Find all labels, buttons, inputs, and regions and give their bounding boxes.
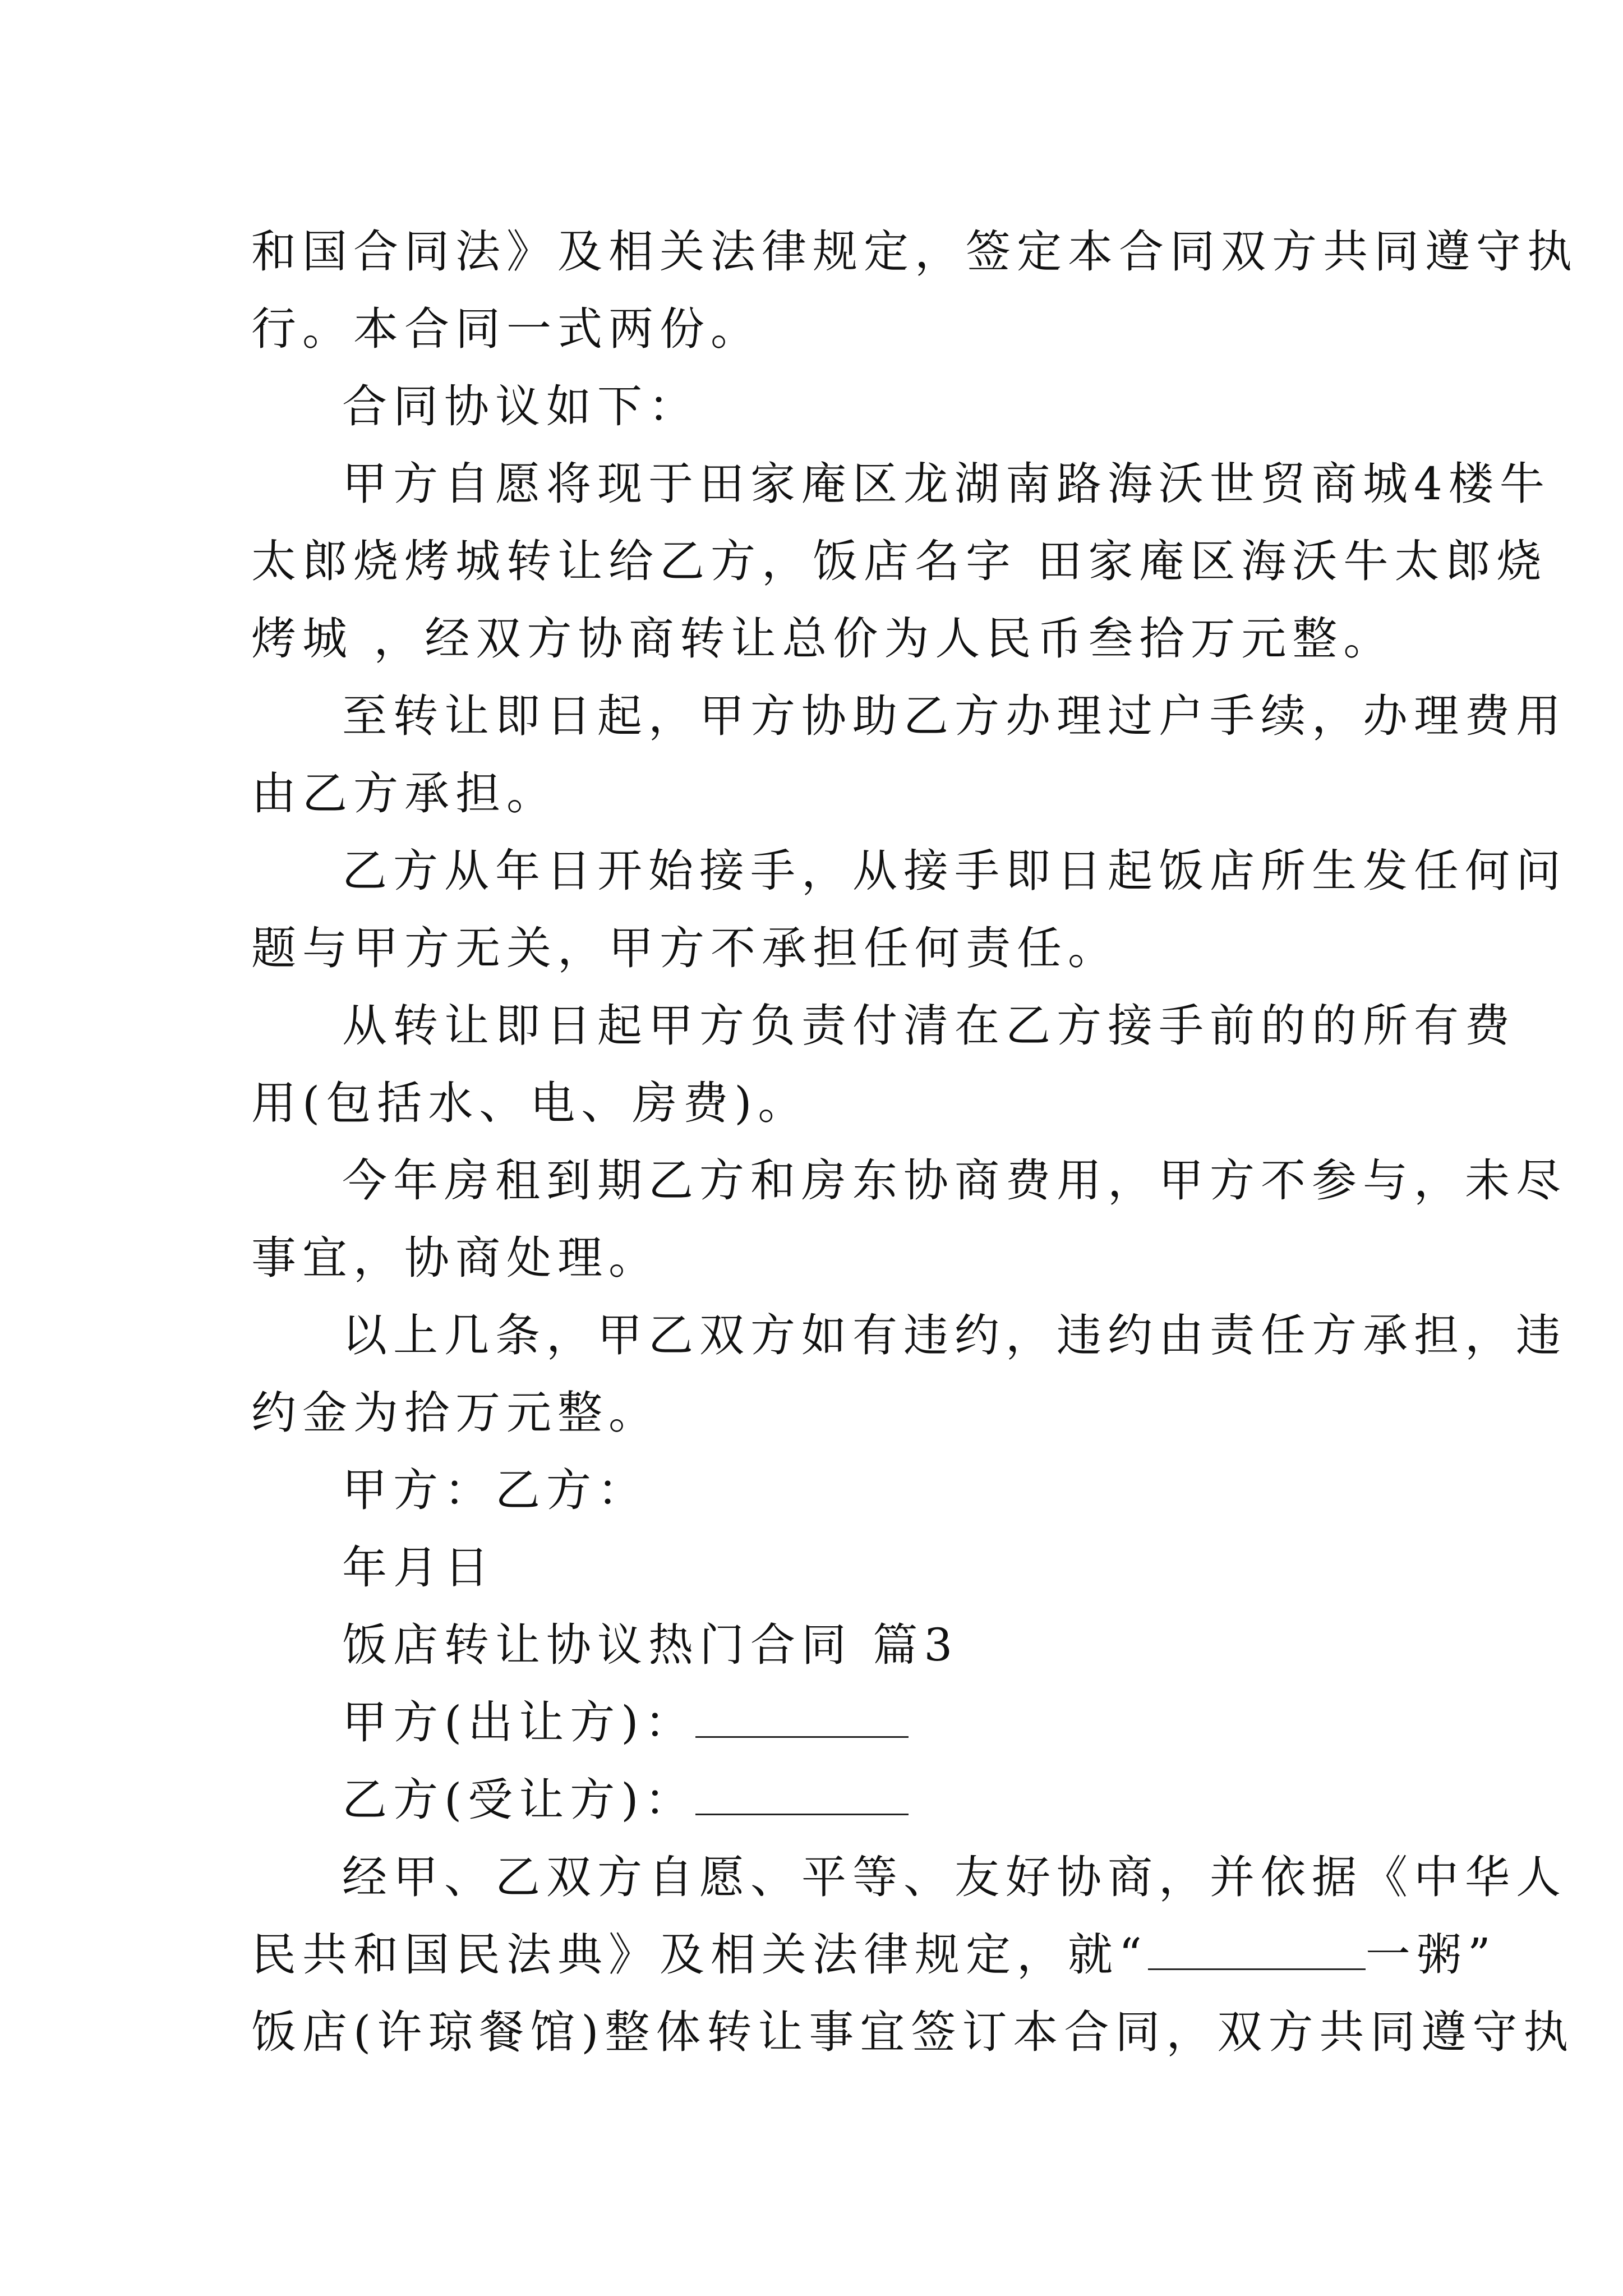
party-b-line bbox=[251, 1761, 1384, 1839]
paragraph-3 bbox=[251, 445, 1551, 678]
text-line: 今年房租到期乙方和房东协商费用，甲方不参与，未尽 bbox=[342, 1154, 1567, 1207]
paragraph-1 bbox=[251, 213, 1578, 368]
text-line-with-blank bbox=[251, 1916, 1497, 1994]
text-line: 事宜，协商处理。 bbox=[251, 1232, 660, 1284]
paragraph-2 bbox=[251, 368, 1384, 445]
text-segment: 民共和国民法典》及相关法律规定，就“ bbox=[251, 1929, 1148, 1981]
text-line: 饭店(许琼餐馆)整体转让事宜签订本合同，双方共同遵守执 bbox=[251, 2006, 1575, 2058]
paragraph-5 bbox=[251, 832, 1567, 987]
text-line: 经甲、乙双方自愿、平等、友好协商，并依据《中华人 bbox=[342, 1851, 1567, 1903]
text-line: 饭店转让协议热门合同 篇3 bbox=[342, 1619, 959, 1671]
section-heading bbox=[251, 1607, 1384, 1684]
paragraph-7 bbox=[251, 1142, 1567, 1297]
text-line: 年月日 bbox=[342, 1542, 495, 1594]
text-line: 约金为拾万元整。 bbox=[251, 1387, 660, 1439]
signature-date bbox=[251, 1529, 1384, 1607]
text-line: 由乙方承担。 bbox=[251, 767, 557, 820]
text-line: 至转让即日起，甲方协助乙方办理过户手续，办理费用 bbox=[342, 690, 1567, 742]
shop-name-blank bbox=[1148, 1929, 1366, 1970]
paragraph-6 bbox=[251, 987, 1516, 1142]
party-a-label: 甲方(出让方)： bbox=[342, 1696, 696, 1749]
text-line: 用(包括水、电、房费)。 bbox=[251, 1077, 809, 1129]
text-line: 合同协议如下： bbox=[342, 380, 699, 432]
party-a-line bbox=[251, 1684, 1384, 1761]
signature-parties bbox=[251, 1452, 1384, 1529]
text-line: 甲方自愿将现于田家庵区龙湖南路海沃世贸商城4楼牛 bbox=[342, 458, 1551, 510]
text-line: 从转让即日起甲方负责付清在乙方接手前的的所有费 bbox=[342, 1000, 1516, 1052]
text-line: 和国合同法》及相关法律规定，签定本合同双方共同遵守执 bbox=[251, 226, 1578, 278]
text-line: 乙方从年日开始接手，从接手即日起饭店所生发任何问 bbox=[342, 845, 1567, 897]
document-body bbox=[251, 213, 1578, 2071]
paragraph-4 bbox=[251, 678, 1567, 832]
paragraph-final bbox=[251, 1839, 1575, 2071]
party-b-label: 乙方(受让方)： bbox=[342, 1774, 696, 1826]
text-segment: 一粥” bbox=[1365, 1929, 1497, 1981]
text-line: 甲方：乙方： bbox=[342, 1464, 648, 1516]
text-line: 行。本合同一式两份。 bbox=[251, 303, 762, 355]
text-line: 题与甲方无关，甲方不承担任何责任。 bbox=[251, 922, 1119, 974]
text-line: 太郎烧烤城转让给乙方，饭店名字 田家庵区海沃牛太郎烧 bbox=[251, 535, 1548, 587]
party-a-blank bbox=[695, 1697, 909, 1738]
paragraph-8 bbox=[251, 1297, 1567, 1452]
text-line: 烤城 ，经双方协商转让总价为人民币叁拾万元整。 bbox=[251, 613, 1395, 665]
text-line: 以上几条，甲乙双方如有违约，违约由责任方承担，违 bbox=[342, 1309, 1567, 1361]
party-b-blank bbox=[695, 1774, 909, 1815]
